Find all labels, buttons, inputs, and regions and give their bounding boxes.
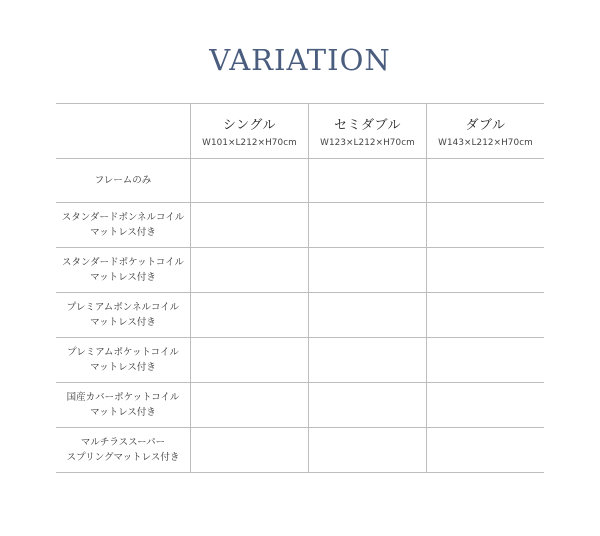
table-row [56,428,544,473]
table-row [56,293,544,338]
table-row [56,159,544,203]
table-cell [190,293,308,337]
column-name: ダブル [465,118,506,133]
table-header-row [56,103,544,159]
table-cell [190,338,308,382]
table-cell [308,248,426,292]
table-cell [308,159,426,202]
column-size: W143×L212×H70cm [438,138,533,148]
table-cell [190,159,308,202]
table-cell [426,203,544,247]
table-cell [308,203,426,247]
table-cell [308,338,426,382]
table-cell [190,383,308,427]
column-name: セミダブル [334,118,401,133]
row-label: プレミアムボンネルコイル マットレス付き [66,302,180,328]
table-cell [190,203,308,247]
table-cell [426,293,544,337]
column-header-single [190,104,308,158]
column-size: W123×L212×H70cm [320,138,415,148]
table-cell [308,383,426,427]
table-row [56,338,544,383]
row-label: マルチラススーパー スプリングマットレス付き [66,437,180,463]
table-cell [426,338,544,382]
variation-table [56,103,544,473]
table-cell [426,383,544,427]
table-cell [308,293,426,337]
table-cell [426,159,544,202]
table-row [56,248,544,293]
header-corner-cell [56,104,190,158]
table-cell [426,428,544,472]
row-label: スタンダードポケットコイル マットレス付き [62,257,184,283]
table-row [56,203,544,248]
table-cell [190,428,308,472]
table-cell [426,248,544,292]
column-size: W101×L212×H70cm [202,138,297,148]
table-cell [308,428,426,472]
table-cell [190,248,308,292]
row-label: フレームのみ [94,175,152,186]
row-label: プレミアムポケットコイル マットレス付き [67,347,179,373]
row-label: 国産カバーポケットコイル マットレス付き [66,392,180,418]
column-header-semi-double [308,104,426,158]
row-label: スタンダードボンネルコイル マットレス付き [61,212,185,238]
column-header-double [426,104,544,158]
table-row [56,383,544,428]
page-title: VARIATION [209,43,391,77]
column-name: シングル [222,118,277,133]
